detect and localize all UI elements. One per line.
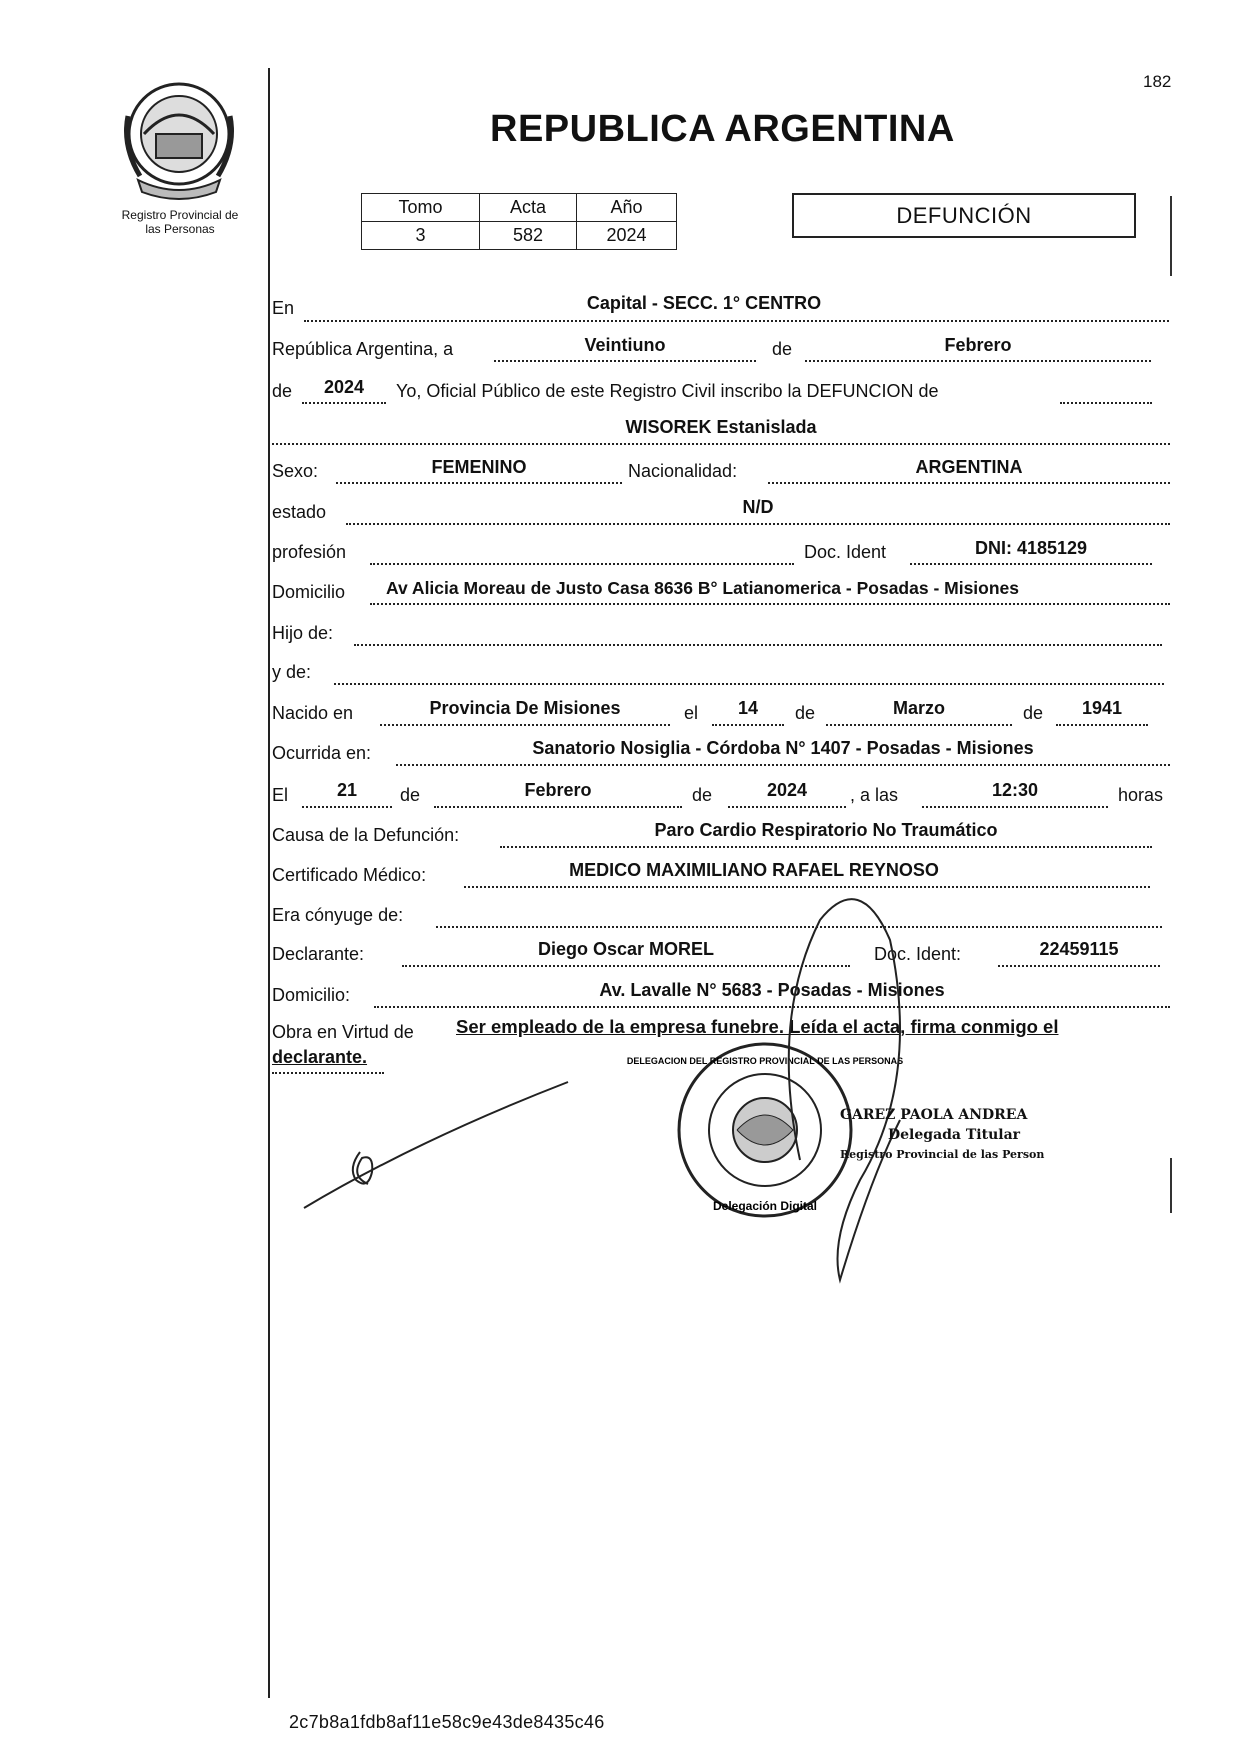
label-nacionalidad: Nacionalidad: <box>628 461 738 481</box>
label-domicilio2: Domicilio: <box>272 985 351 1005</box>
value-sexo: FEMENINO <box>431 457 527 477</box>
declarant-signature-icon <box>298 1080 578 1220</box>
label-declarante: Declarante: <box>272 944 365 964</box>
label-en: En <box>272 298 295 318</box>
value-lugar: Capital - SECC. 1° CENTRO <box>586 293 822 313</box>
label-de: de <box>772 339 793 359</box>
value-nac-mes: Marzo <box>892 698 945 718</box>
label-obra: Obra en Virtud de <box>272 1022 414 1042</box>
label-de-line: de <box>272 381 293 401</box>
value-nombre: WISOREK Estanislada <box>625 417 817 437</box>
record-table <box>361 193 677 250</box>
value-anio: 2024 <box>577 222 677 250</box>
value-domicilio: Av Alicia Moreau de Justo Casa 8636 B° Latianomerica - Posadas - Misiones <box>386 578 1020 598</box>
fill-obra-end <box>272 1050 384 1074</box>
label-de-nac2: de <box>1023 703 1044 723</box>
label-de-nac1: de <box>795 703 816 723</box>
label-de-def1: de <box>400 785 421 805</box>
value-ocurrida-en: Sanatorio Nosiglia - Córdoba N° 1407 - Posadas - Misiones <box>532 738 1034 758</box>
label-doc-ident2: Doc. Ident: <box>874 944 962 964</box>
fill-hijo-de <box>354 622 1162 646</box>
value-obra-virtud-2: declarante. <box>272 1047 368 1067</box>
value-def-dia: 21 <box>336 780 358 800</box>
edge-mark <box>1170 1158 1172 1213</box>
official-signature-block: GAREZ PAOLA ANDREA Delegada Titular Registro Provincial de las Person <box>840 1107 1045 1161</box>
page-title: REPUBLICA ARGENTINA <box>490 108 955 150</box>
edge-mark <box>1170 196 1172 276</box>
value-nacido-en: Provincia De Misiones <box>429 698 621 718</box>
record-table-value-row <box>362 222 677 250</box>
label-republica: República Argentina, a <box>272 339 454 359</box>
label-profesion: profesión <box>272 542 347 562</box>
fill-y-de <box>334 661 1164 685</box>
value-anio-inscripcion: 2024 <box>323 377 365 397</box>
value-def-hora: 12:30 <box>991 780 1039 800</box>
fill-profesion <box>370 541 794 565</box>
label-ocurrida-en: Ocurrida en: <box>272 743 372 763</box>
fill-yo-end <box>1060 380 1152 404</box>
label-sexo: Sexo: <box>272 461 319 481</box>
value-estado: N/D <box>742 497 774 517</box>
label-horas: horas <box>1118 785 1164 805</box>
header-tomo: Tomo <box>362 194 480 222</box>
seal-top-text: DELEGACION DEL REGISTRO PROVINCIAL DE LAS PERSONAS <box>626 1056 904 1066</box>
label-conyuge: Era cónyuge de: <box>272 905 404 925</box>
value-dia-inscripcion: Veintiuno <box>584 335 666 355</box>
official-signature-icon <box>760 880 980 1300</box>
value-tomo: 3 <box>362 222 480 250</box>
value-acta: 582 <box>480 222 577 250</box>
value-causa: Paro Cardio Respiratorio No Traumático <box>654 820 998 840</box>
label-causa: Causa de la Defunción: <box>272 825 460 845</box>
value-declarante: Diego Oscar MOREL <box>537 939 715 959</box>
value-mes-inscripcion: Febrero <box>944 335 1012 355</box>
label-estado: estado <box>272 502 327 522</box>
document-hash: 2c7b8a1fdb8af11e58c9e43de8435c46 <box>289 1712 605 1732</box>
seal-bottom-text: Delegación Digital <box>712 1199 818 1213</box>
value-certificado: MEDICO MAXIMILIANO RAFAEL REYNOSO <box>569 860 939 880</box>
header-anio: Año <box>577 194 677 222</box>
record-table-header-row <box>362 194 677 222</box>
value-obra-virtud: Ser empleado de la empresa funebre. Leída el acta, firma conmigo el <box>456 1016 1059 1037</box>
header-acta: Acta <box>480 194 577 222</box>
label-doc-ident: Doc. Ident <box>804 542 887 562</box>
value-nac-anio: 1941 <box>1081 698 1123 718</box>
label-a-las: , a las <box>850 785 899 805</box>
label-yo-text: Yo, Oficial Público de este Registro Civil inscribo la DEFUNCION de <box>396 381 939 401</box>
label-domicilio: Domicilio <box>272 582 346 602</box>
value-nacionalidad: ARGENTINA <box>915 457 1023 477</box>
label-certificado: Certificado Médico: <box>272 865 427 885</box>
value-nac-dia: 14 <box>737 698 759 718</box>
provincial-crest-icon <box>120 76 238 200</box>
label-de-def2: de <box>692 785 713 805</box>
label-hijo-de: Hijo de: <box>272 623 334 643</box>
registry-name: Registro Provincial de las Personas <box>121 208 239 236</box>
value-dni: DNI: 4185129 <box>974 538 1088 558</box>
left-border <box>268 68 270 1698</box>
value-declarante-doc: 22459115 <box>1039 939 1119 959</box>
label-y-de: y de: <box>272 662 312 682</box>
value-def-anio: 2024 <box>766 780 808 800</box>
label-el-cap: El <box>272 785 289 805</box>
label-nacido-en: Nacido en <box>272 703 354 723</box>
value-def-mes: Febrero <box>524 780 592 800</box>
label-el: el <box>684 703 699 723</box>
page-number: 182 <box>1143 72 1172 91</box>
value-declarante-domicilio: Av. Lavalle N° 5683 - Posadas - Misiones <box>599 980 945 1000</box>
record-type-box: DEFUNCIÓN <box>792 193 1136 238</box>
